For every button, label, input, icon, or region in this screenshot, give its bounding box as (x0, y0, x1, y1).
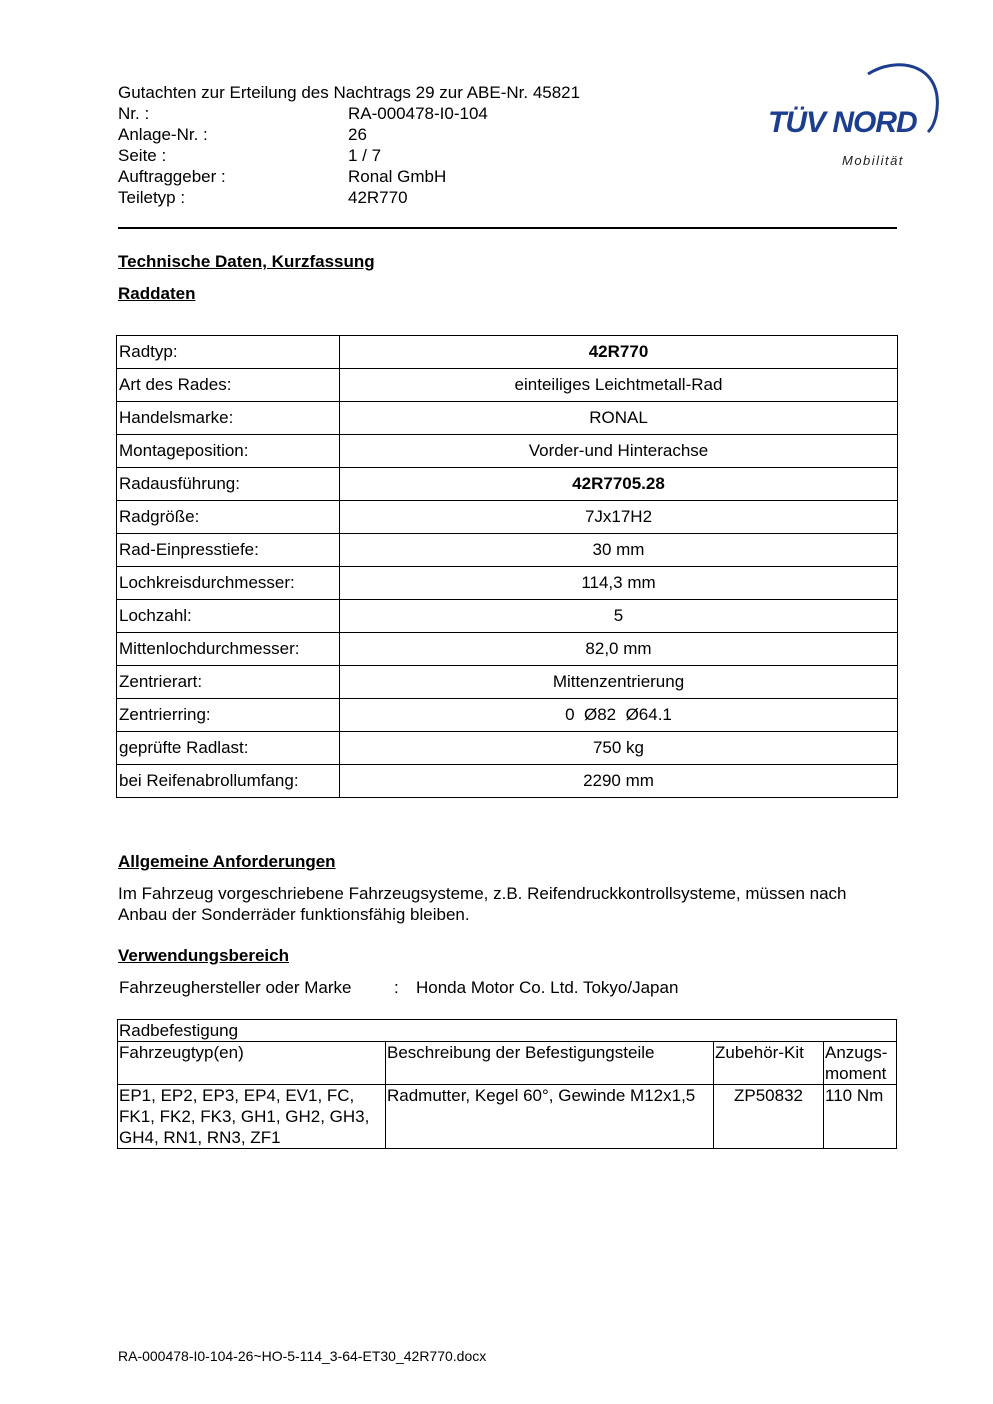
header-value: 1 / 7 (348, 146, 382, 165)
logo-wordmark: TÜV NORD (768, 106, 917, 139)
row-value: 30 mm (340, 534, 898, 567)
row-label: Handelsmarke: (117, 402, 340, 435)
table-row (117, 336, 898, 369)
fahrzeugtypen-cell: EP1, EP2, EP3, EP4, EV1, FC, FK1, FK2, FK3, GH1, GH2, GH3, GH4, RN1, RN3, ZF1 (118, 1085, 386, 1149)
header-row-anlage (118, 124, 638, 145)
table-row (117, 435, 898, 468)
header-row-seite (118, 145, 638, 166)
header-label: Seite : (118, 146, 167, 165)
beschreibung-cell: Radmutter, Kegel 60°, Gewinde M12x1,5 (386, 1085, 714, 1149)
section-heading-raddaten: Raddaten (118, 284, 196, 303)
header-row-auftraggeber (118, 166, 638, 187)
table-header-row (118, 1042, 897, 1085)
row-value: 750 kg (340, 732, 898, 765)
raddaten-table (116, 335, 898, 798)
footer-filename: RA-000478-I0-104-26~HO-5-114_3-64-ET30_42R770.docx (118, 1348, 487, 1364)
column-header: Fahrzeugtyp(en) (118, 1042, 386, 1085)
header-label: Nr. : (118, 104, 150, 123)
header-value: 26 (348, 125, 367, 144)
verwendung-colon: : (394, 978, 399, 997)
table-row (117, 468, 898, 501)
row-label: geprüfte Radlast: (117, 732, 340, 765)
table-row (117, 732, 898, 765)
row-label: Mittenlochdurchmesser: (117, 633, 340, 666)
column-header: Beschreibung der Befestigungsteile (386, 1042, 714, 1085)
row-label: Radausführung: (117, 468, 340, 501)
row-value: 2290 mm (340, 765, 898, 798)
row-label: Radgröße: (117, 501, 340, 534)
row-label: Zentrierart: (117, 666, 340, 699)
table-row (117, 369, 898, 402)
header-label: Auftraggeber : (118, 167, 226, 186)
table-row (117, 765, 898, 798)
radbefestigung-title: Radbefestigung (118, 1020, 897, 1042)
header-row-nr (118, 103, 638, 124)
row-value: 82,0 mm (340, 633, 898, 666)
table-row (117, 402, 898, 435)
row-value: 42R770 (340, 336, 898, 369)
row-label: Lochkreisdurchmesser: (117, 567, 340, 600)
table-row (117, 666, 898, 699)
header-value: RA-000478-I0-104 (348, 104, 488, 123)
row-value: 42R7705.28 (340, 468, 898, 501)
row-label: bei Reifenabrollumfang: (117, 765, 340, 798)
zubehoer-kit-cell: ZP50832 (714, 1085, 824, 1149)
anzugsmoment-cell: 110 Nm (824, 1085, 897, 1149)
column-header: Zubehör-Kit (714, 1042, 824, 1085)
row-label: Radtyp: (117, 336, 340, 369)
table-row (117, 633, 898, 666)
header-value: Ronal GmbH (348, 167, 447, 186)
verwendung-label: Fahrzeughersteller oder Marke (119, 978, 352, 997)
header-label: Teiletyp : (118, 188, 186, 207)
table-row (117, 600, 898, 633)
header-value: 42R770 (348, 188, 408, 207)
table-row (117, 699, 898, 732)
row-label: Rad-Einpresstiefe: (117, 534, 340, 567)
section-heading-technische-daten: Technische Daten, Kurzfassung (118, 252, 375, 271)
document-header (118, 82, 638, 208)
verwendung-value: Honda Motor Co. Ltd. Tokyo/Japan (416, 978, 679, 997)
table-row (117, 534, 898, 567)
row-value: RONAL (340, 402, 898, 435)
row-value: einteiliges Leichtmetall-Rad (340, 369, 898, 402)
row-value: 0 Ø82 Ø64.1 (340, 699, 898, 732)
header-label: Anlage-Nr. : (118, 125, 208, 144)
header-title: Gutachten zur Erteilung des Nachtrags 29 zur ABE-Nr. 45821 (118, 83, 581, 102)
header-row-teiletyp (118, 187, 638, 208)
section-heading-verwendung: Verwendungsbereich (118, 946, 289, 965)
row-value: 5 (340, 600, 898, 633)
row-label: Lochzahl: (117, 600, 340, 633)
radbefestigung-table (117, 1019, 897, 1149)
logo-subtitle: Mobilität (842, 153, 904, 168)
verwendung-row (119, 978, 678, 998)
allgemeine-paragraph: Im Fahrzeug vorgeschriebene Fahrzeugsysteme, z.B. Reifendruckkontrollsysteme, müssen nach Anbau der Sonderräder funktionsfähig bleiben. (118, 884, 847, 924)
row-value: 114,3 mm (340, 567, 898, 600)
row-value: Vorder-und Hinterachse (340, 435, 898, 468)
table-row (118, 1085, 897, 1149)
section-heading-allgemeine: Allgemeine Anforderungen (118, 852, 336, 871)
row-value: Mittenzentrierung (340, 666, 898, 699)
tuv-nord-logo (760, 56, 945, 171)
row-value: 7Jx17H2 (340, 501, 898, 534)
table-row (117, 501, 898, 534)
row-label: Art des Rades: (117, 369, 340, 402)
header-divider (118, 227, 897, 229)
table-row (117, 567, 898, 600)
row-label: Montageposition: (117, 435, 340, 468)
row-label: Zentrierring: (117, 699, 340, 732)
column-header: Anzugs-moment (824, 1042, 897, 1085)
table-title-row (118, 1020, 897, 1042)
